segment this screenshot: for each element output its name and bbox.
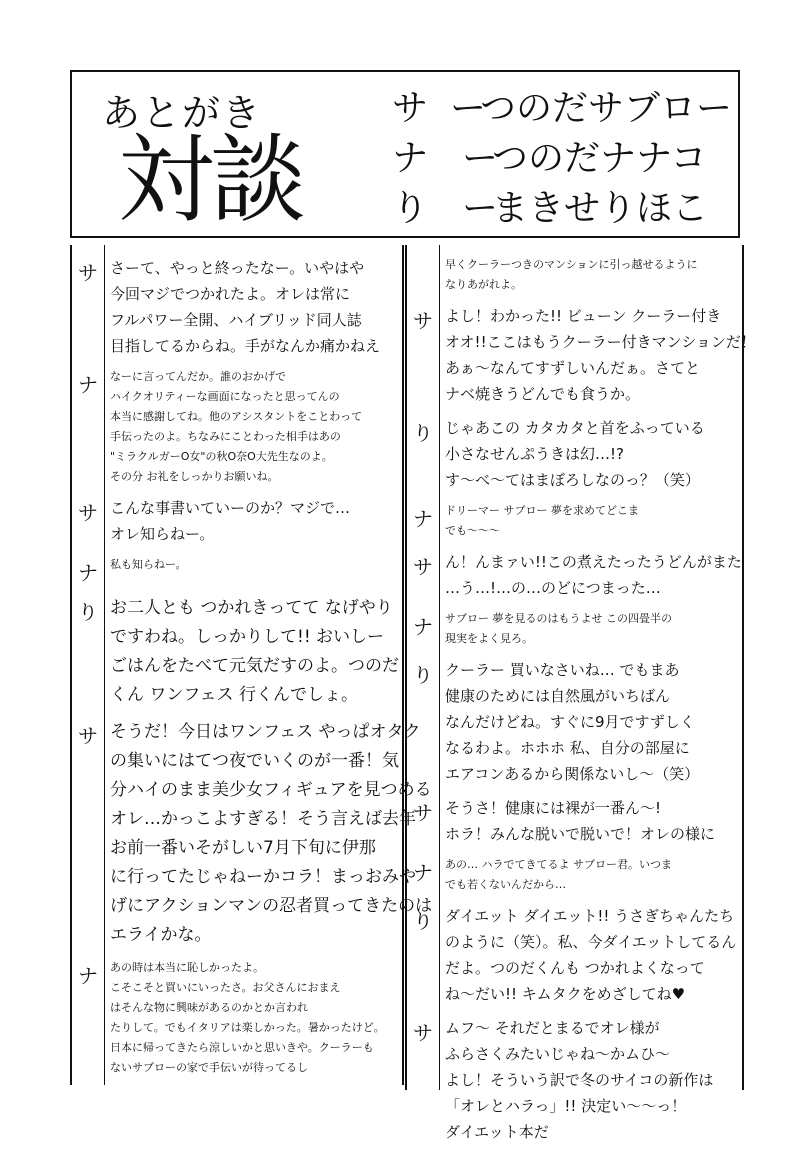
dialogue-text <box>104 594 403 710</box>
dialogue-line: あの… ハラでてきてるよ サブロー君。いつま <box>445 858 672 871</box>
dialogue-line: に行ってたじゃねーかコラ！まっおみや <box>110 867 416 887</box>
dialogue-text <box>104 495 402 547</box>
dialogue-entry <box>407 1015 742 1145</box>
dialogue-line: よし！わかった!! ビューン クーラー付き <box>445 307 722 325</box>
cast-dash: ー <box>462 137 499 179</box>
dialogue-entry <box>407 415 742 493</box>
dialogue-title: 対談 <box>118 124 302 236</box>
dialogue-line: のように（笑）。私、今ダイエットしてるん <box>445 933 737 951</box>
dialogue-entry <box>72 495 402 547</box>
dialogue-line: エライかな。 <box>110 925 212 945</box>
dialogue-line: オレ知らねー。 <box>110 525 215 543</box>
speaker-mark: サ <box>78 261 98 285</box>
dialogue-line: 「オレとハラっ」!! 決定い〜〜っ！ <box>445 1097 687 1115</box>
dialogue-line: 健康のためには自然風がいちばん <box>445 687 671 705</box>
dialogue-line: ムフ〜 それだとまるでオレ様が <box>445 1019 660 1037</box>
dialogue-line: そうだ！今日はワンフェス やっぱオタク <box>110 722 421 742</box>
speaker-mark: り <box>78 600 98 624</box>
speaker-mark <box>407 255 439 295</box>
dialogue-entry <box>407 255 742 295</box>
dialogue-entry <box>72 255 402 359</box>
left-entries <box>72 255 433 1086</box>
dialogue-text <box>104 958 402 1078</box>
dialogue-line: …う…!…の…のどにつまった… <box>445 579 661 597</box>
cast-name: つのだナナコ <box>492 137 707 179</box>
dialogue-line: こんな事書いていーのか？マジで… <box>110 499 351 517</box>
dialogue-line: ないサブローの家で手伝いが待ってるし <box>110 1061 308 1074</box>
dialogue-line: お前一番いそがしい7月下旬に伊那 <box>110 838 376 858</box>
dialogue-entry <box>72 958 402 1078</box>
speaker-mark: サ <box>78 501 98 525</box>
dialogue-line: ね〜だい!! キムタクをめざしてね♥ <box>445 985 686 1003</box>
right-dialogue-column <box>405 245 756 1141</box>
header-box <box>70 70 740 238</box>
speaker-mark: ナ <box>78 561 98 585</box>
dialogue-text <box>439 255 742 295</box>
speaker-mark: り <box>413 663 433 687</box>
right-entries <box>407 255 756 1153</box>
dialogue-line: フルパワー全開、ハイブリッド同人誌 <box>110 311 362 329</box>
dialogue-entry <box>407 609 742 649</box>
dialogue-line: 現実をよく見ろ。 <box>445 632 533 645</box>
dialogue-line: エアコンあるから関係ないし〜（笑） <box>445 765 700 783</box>
cast-name: つのだサブロー <box>479 87 732 129</box>
dialogue-line: ホラ！みんな脱いで脱いで！オレの様に <box>445 825 716 843</box>
dialogue-entry <box>407 855 742 895</box>
dialogue-line: クーラー 買いなさいね… でもまあ <box>445 661 680 679</box>
dialogue-text <box>104 555 402 586</box>
speaker-mark: サ <box>413 801 433 825</box>
cast-list <box>392 80 732 230</box>
speaker-mark: サ <box>413 555 433 579</box>
dialogue-line: そうさ！健康には裸が一番ん〜! <box>445 799 662 817</box>
speaker-mark: ナ <box>78 964 98 988</box>
speaker-mark: サ <box>78 724 98 748</box>
dialogue-line: ごはんをたべて元気だすのよ。つのだ <box>110 656 399 676</box>
dialogue-line: ダイエット本だ <box>445 1123 549 1141</box>
dialogue-line: だよ。つのだくんも つかれよくなって <box>445 959 705 977</box>
dialogue-entry <box>407 549 742 601</box>
dialogue-line: ん！んまァい!!この煮えたったうどんがまた <box>445 553 742 571</box>
dialogue-line: ですわね。しっかりして!! おいしー <box>110 627 385 647</box>
dialogue-line: サブロー 夢を見るのはもうよせ この四畳半の <box>445 612 672 625</box>
cast-role: サ <box>392 87 429 129</box>
dialogue-line: あの時は本当に恥しかったよ。 <box>110 961 264 974</box>
dialogue-line: 私も知らねー。 <box>110 558 187 571</box>
dialogue-line: 今回マジでつかれたよ。オレは常に <box>110 285 351 303</box>
dialogue-line: はそんな物に興味があるのかとか言われ <box>110 1001 308 1014</box>
dialogue-entry <box>407 657 742 787</box>
speaker-mark: り <box>413 421 433 445</box>
dialogue-text <box>439 549 746 601</box>
dialogue-text <box>439 501 742 541</box>
dialogue-line: ハイクオリティーな画面になったと思ってんの <box>110 390 340 403</box>
dialogue-line: ドリーマー サブロー 夢を求めてどこま <box>445 504 639 517</box>
dialogue-line: ダイエット ダイエット!! うさぎちゃんたち <box>445 907 735 925</box>
cast-row <box>392 80 732 130</box>
dialogue-line: でも若くないんだから… <box>445 878 566 891</box>
speaker-mark: サ <box>413 309 433 333</box>
dialogue-text <box>439 303 760 407</box>
dialogue-line: す〜べ〜てはまぼろしなのっ？（笑） <box>445 471 700 489</box>
dialogue-text <box>104 367 402 487</box>
dialogue-text <box>439 1015 742 1145</box>
dialogue-line: 日本に帰ってきたら涼しいかと思いきや。クーラーも <box>110 1041 374 1054</box>
dialogue-entry <box>72 718 433 950</box>
speaker-mark: り <box>413 909 433 933</box>
cast-dash: ー <box>449 87 486 129</box>
dialogue-line: その分 お礼をしっかりお願いね。 <box>110 470 279 483</box>
dialogue-line: 小さなせんぷうきは幻…!? <box>445 445 624 463</box>
dialogue-line: なんだけどね。すぐに9月ですずしく <box>445 713 695 731</box>
dialogue-line: じゃあこの カタカタと首をふっている <box>445 419 705 437</box>
dialogue-line: なるわよ。ホホホ 私、自分の部屋に <box>445 739 690 757</box>
dialogue-line: 目指してるからね。手がなんか痛かねえ <box>110 337 381 355</box>
dialogue-line: なーに言ってんだか。誰のおかげで <box>110 370 286 383</box>
dialogue-line: "ミラクルガーO女"の秋O奈O大先生なのよ。 <box>110 450 333 463</box>
cast-role: り <box>392 187 429 229</box>
dialogue-line: さーて、やっと終ったなー。いやはや <box>110 259 365 277</box>
dialogue-text <box>104 718 436 950</box>
dialogue-line: でも〜〜〜 <box>445 524 500 537</box>
dialogue-entry <box>407 501 742 541</box>
speaker-mark: ナ <box>78 373 98 397</box>
dialogue-line: 早くクーラーつきのマンションに引っ越せるように <box>445 258 698 271</box>
cast-dash: ー <box>462 187 499 229</box>
cast-role: ナ <box>392 137 429 179</box>
dialogue-line: くん ワンフェス 行くんでしょ。 <box>110 685 358 705</box>
dialogue-line: こそこそと買いにいったさ。お父さんにおまえ <box>110 981 341 994</box>
dialogue-text <box>439 657 742 787</box>
dialogue-line: お二人とも つかれきってて なげやり <box>110 598 393 618</box>
dialogue-text <box>439 415 742 493</box>
dialogue-line: 手伝ったのよ。ちなみにことわった相手はあの <box>110 430 341 443</box>
dialogue-text <box>439 855 742 895</box>
speaker-mark: ナ <box>413 615 433 639</box>
dialogue-line: 分ハイのまま美少女フィギュアを見つめる <box>110 780 432 800</box>
dialogue-line: よし！そういう訳で冬のサイコの新作は <box>445 1071 714 1089</box>
dialogue-text <box>439 903 742 1007</box>
dialogue-text <box>439 795 742 847</box>
dialogue-line: オオ!!ここはもうクーラー付きマンションだ！ <box>445 333 756 351</box>
dialogue-entry <box>407 903 742 1007</box>
dialogue-line: オレ…かっこよすぎる！そう言えば去年 <box>110 809 416 829</box>
speaker-mark: ナ <box>413 507 433 531</box>
speaker-mark: サ <box>413 1021 433 1045</box>
cast-name: まきせりほこ <box>492 187 709 229</box>
dialogue-entry <box>72 555 402 586</box>
cast-row <box>392 130 732 180</box>
dialogue-text <box>104 255 402 359</box>
dialogue-line: 本当に感謝してね。他のアシスタントをことわって <box>110 410 363 423</box>
dialogue-line: たりして。でもイタリアは楽しかった。暑かったけど。 <box>110 1021 385 1034</box>
dialogue-line: げにアクションマンの忍者買ってきたのは <box>110 896 433 916</box>
dialogue-text <box>439 609 742 649</box>
left-dialogue-column <box>70 245 433 1085</box>
dialogue-entry <box>407 795 742 847</box>
dialogue-entry <box>72 594 402 710</box>
dialogue-line: ナベ焼きうどんでも食うか。 <box>445 385 641 403</box>
dialogue-line: ふらさくみたいじゃね〜かムひ〜 <box>445 1045 671 1063</box>
dialogue-line: なりあがれよ。 <box>445 278 522 291</box>
dialogue-entry <box>72 367 402 487</box>
dialogue-line: あぁ〜なんてすずしいんだぁ。さてと <box>445 359 701 377</box>
cast-row <box>392 180 732 230</box>
dialogue-line: の集いにはてつ夜でいくのが一番！気 <box>110 751 399 771</box>
dialogue-entry <box>407 303 756 407</box>
afterword-label: あとがき <box>102 91 263 135</box>
speaker-mark: ナ <box>413 861 433 885</box>
